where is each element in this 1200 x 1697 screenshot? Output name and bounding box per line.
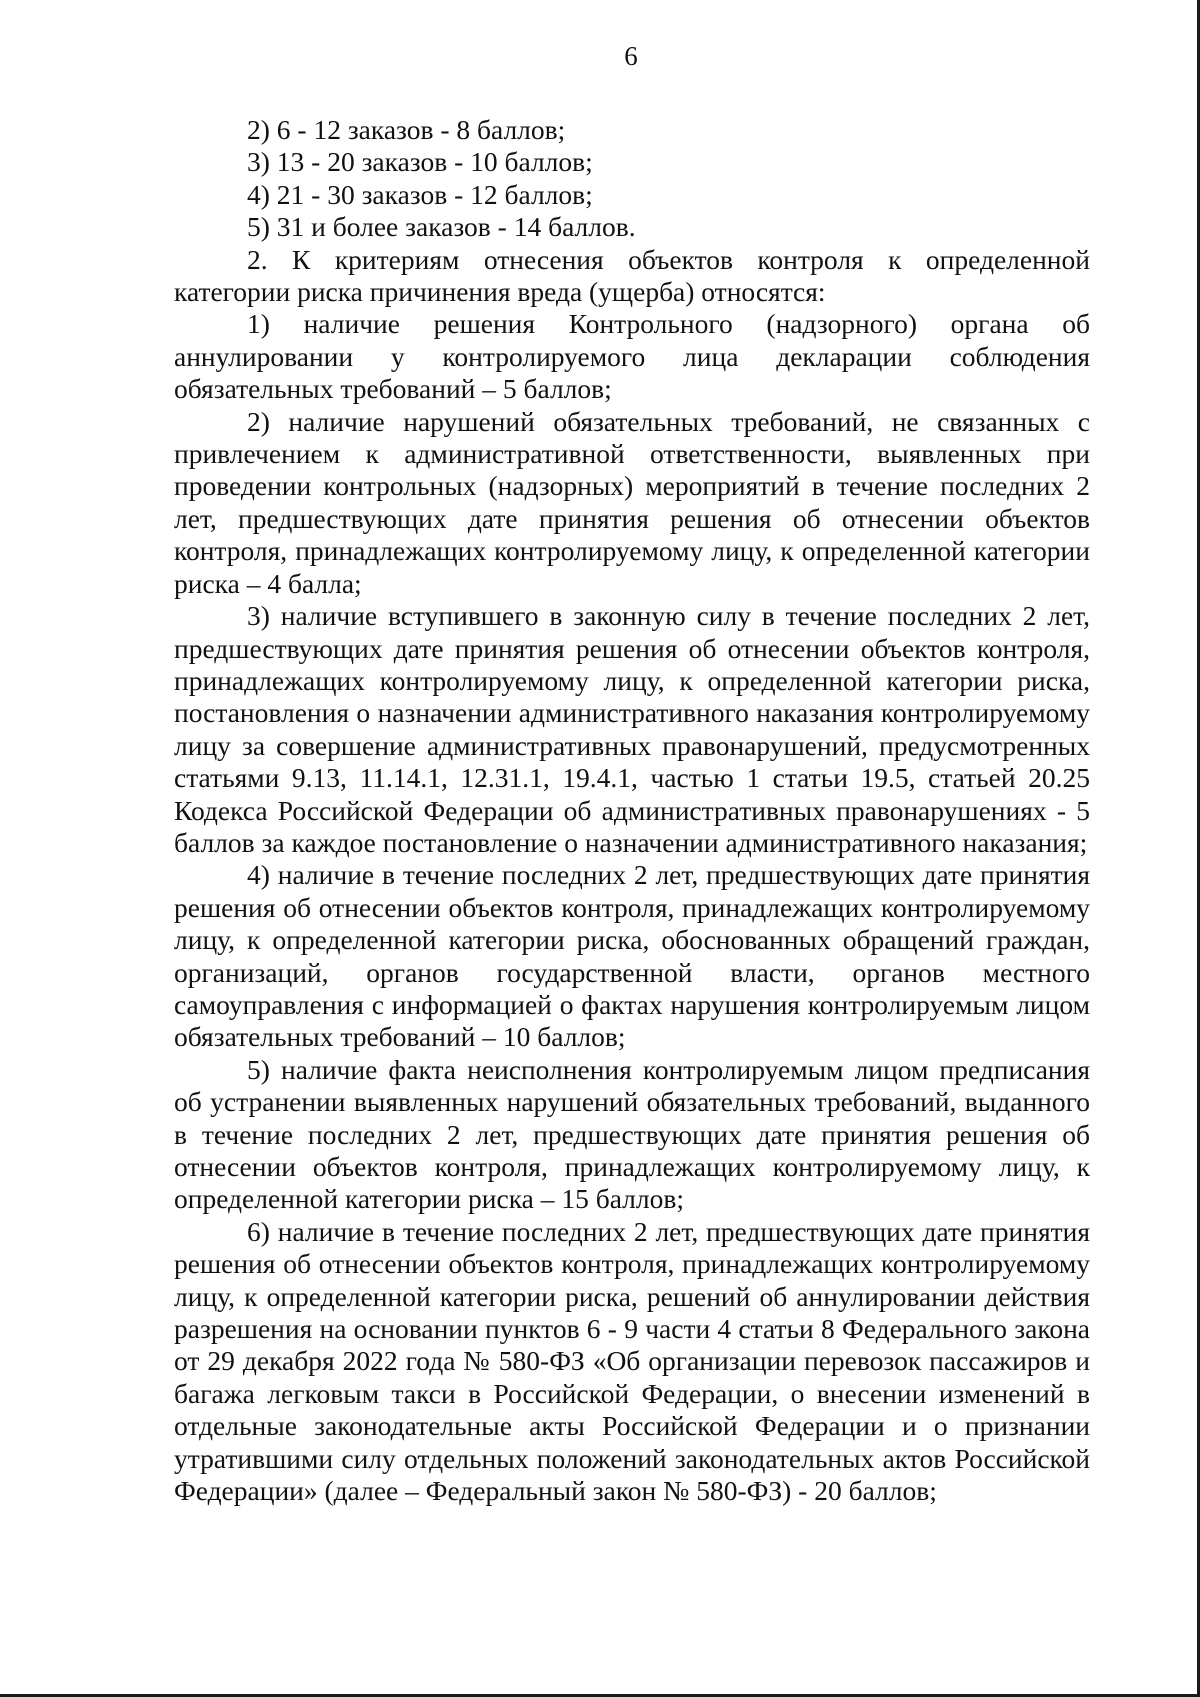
list-item-orders-13-20: 3) 13 - 20 заказов - 10 баллов; [247, 146, 593, 178]
criterion-5: 5) наличие факта неисполнения контролируемым лицом предписания об устранении выявленных нарушений обязательных требований, выданного в течение последних 2 лет, предшествующих дате принятия решения об отнесении объектов контроля, принадлежащих контролируемому лицу, к определенной категории риска – 15 баллов; [174, 1053, 1090, 1215]
criterion-2: 2) наличие нарушений обязательных требований, не связанных с привлечением к административной ответственности, выявленных при проведении контрольных (надзорных) мероприятий в течение последних 2 лет, предшествующих дате принятия решения об отнесении объектов контроля, принадлежащих контролируемому лицу, к определенной категории риска – 4 балла; [174, 405, 1090, 599]
document-body [174, 114, 1090, 1507]
list-item-orders-21-30: 4) 21 - 30 заказов - 12 баллов; [247, 178, 593, 210]
list-item-orders-31-plus: 5) 31 и более заказов - 14 баллов. [247, 211, 636, 243]
criterion-1: 1) наличие решения Контрольного (надзорного) органа об аннулировании у контролируемого лица декларации соблюдения обязательных требований – 5 баллов; [174, 308, 1090, 405]
criterion-3: 3) наличие вступившего в законную силу в течение последних 2 лет, предшествующих дате принятия решения об отнесении объектов контроля, принадлежащих контролируемому лицу, к определенной категории риска, постановления о назначении административного наказания контролируемому лицу за совершение административных правонарушений, предусмотренных статьями 9.13, 11.14.1, 12.31.1, 19.4.1, частью 1 статьи 19.5, статьей 20.25 Кодекса Российской Федерации об административных правонарушениях - 5 баллов за каждое постановление о назначении административного наказания; [174, 600, 1090, 858]
criterion-4: 4) наличие в течение последних 2 лет, предшествующих дате принятия решения об отнесении объектов контроля, принадлежащих контролируемому лицу, к определенной категории риска, обоснованных обращений граждан, организаций, органов государственной власти, органов местного самоуправления с информацией о фактах нарушения контролируемым лицом обязательных требований – 10 баллов; [174, 859, 1090, 1053]
list-item-orders-6-12: 2) 6 - 12 заказов - 8 баллов; [247, 114, 566, 145]
section-2-intro: 2. К критериям отнесения объектов контроля к определенной категории риска причинения вреда (ущерба) относятся: [174, 243, 1090, 308]
page-number: 6 [624, 41, 638, 71]
criterion-6: 6) наличие в течение последних 2 лет, предшествующих дате принятия решения об отнесении объектов контроля, принадлежащих контролируемому лицу, к определенной категории риска, решений об аннулировании действия разрешения на основании пунктов 6 - 9 части 4 статьи 8 Федерального закона от 29 декабря 2022 года № 580-ФЗ «Об организации перевозок пассажиров и багажа легковым такси в Российской Федерации, о внесении изменений в отдельные законодательные акты Российской Федерации и о признании утратившими силу отдельных положений законодательных актов Российской Федерации» (далее – Федеральный закон № 580-ФЗ) - 20 баллов; [174, 1215, 1090, 1507]
